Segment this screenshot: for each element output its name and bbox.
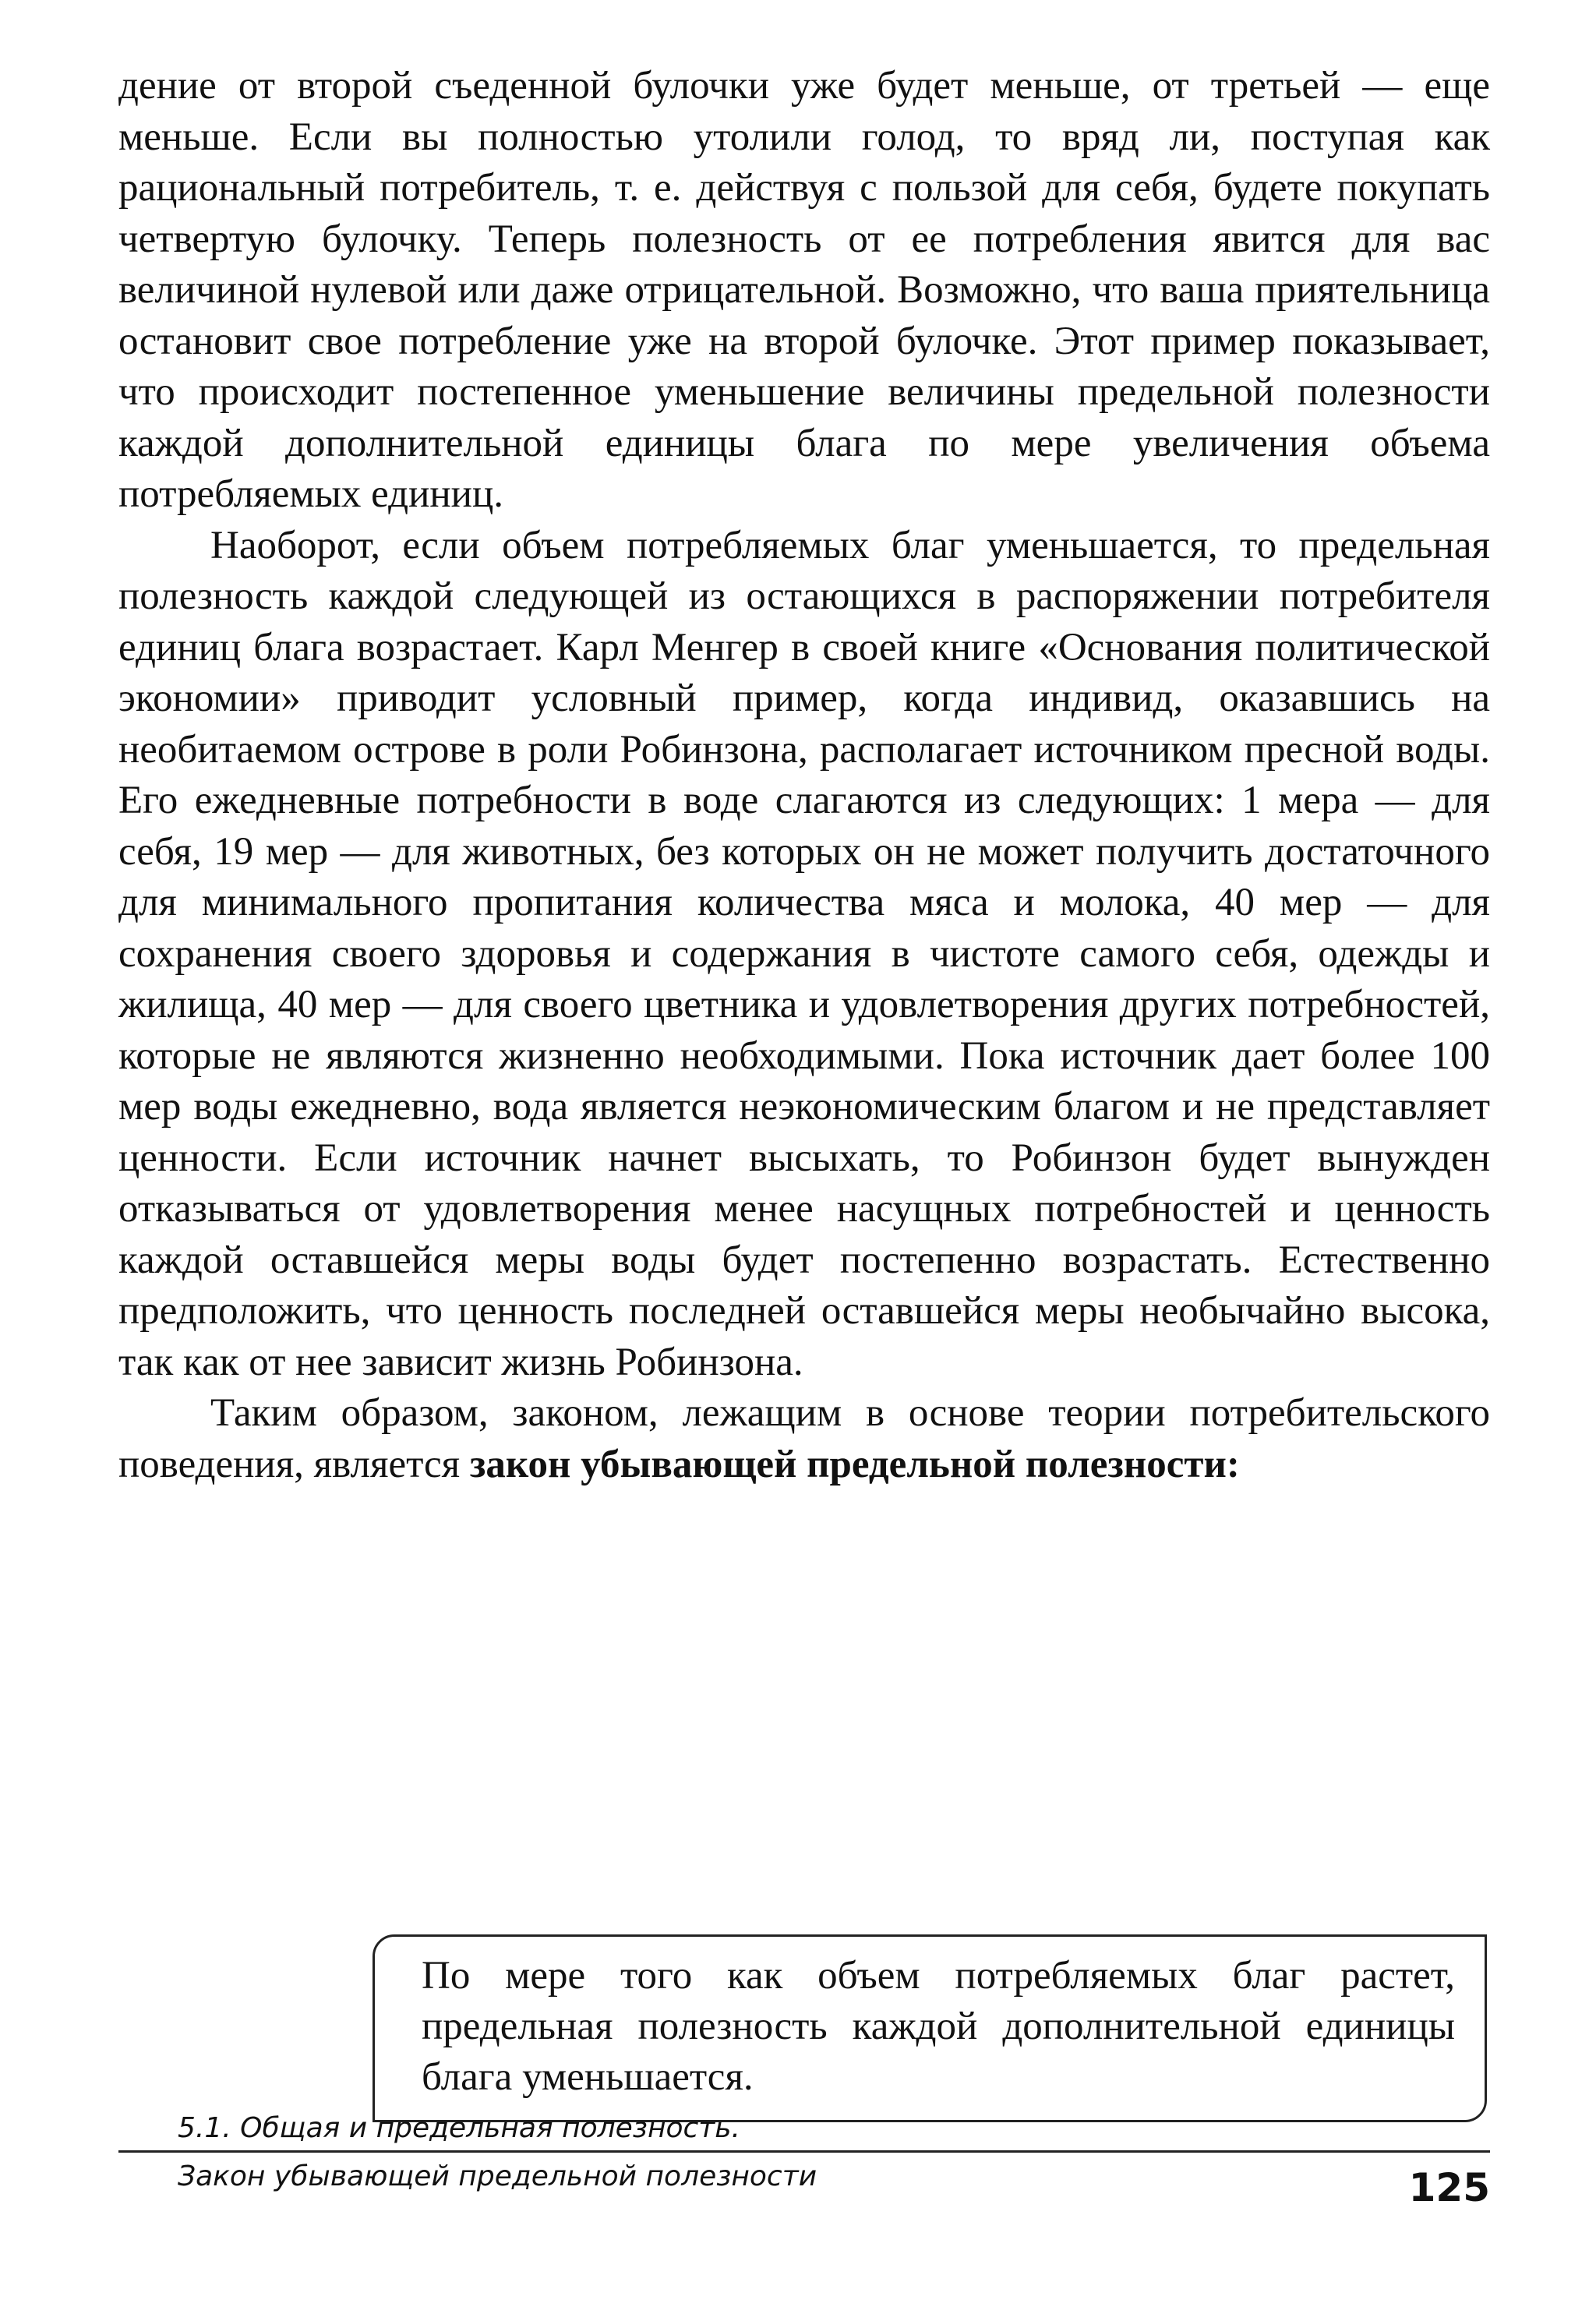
body-text — [118, 61, 1490, 1490]
paragraph-1: дение от второй съеденной булочки уже будет меньше, от третьей — еще меньше. Если вы полностью утолили голод, то вряд ли, поступая как рациональный потребитель, т. е. действуя с пользой для себя, будете покупать четвертую булочку. Теперь полезность от ее потребления явится для вас величиной нулевой или даже отрицательной. Возможно, что ваша приятельница остановит свое потребление уже на второй булочке. Этот пример показывает, что происходит постепенное уменьшение величины предельной полезности каждой дополнительной единицы блага по мере увеличения объема потребляемых единиц. — [118, 64, 1490, 516]
paragraph-3 — [118, 1388, 1490, 1490]
conclusion-lead: Таким образом, законом, лежащим в основе теории потребительского поведения, является — [118, 1391, 1490, 1486]
running-title-section: 5.1. Общая и предельная полезность. — [178, 2112, 740, 2144]
footer-divider — [118, 2150, 1490, 2153]
running-title-chapter: Закон убывающей предельной полезности — [178, 2160, 817, 2192]
law-definition-text: По мере того как объем потребляемых благ растет, предельная полезность каждой дополнительной единицы блага уменьшается. — [422, 1954, 1455, 2099]
law-name: закон убывающей предельной полезности: — [469, 1442, 1240, 1486]
paragraph-2: Наоборот, если объем потребляемых благ уменьшается, то предельная полезность каждой следующей из остающихся в распоряжении потребителя единиц блага возрастает. Карл Менгер в своей книге «Основания политической экономии» приводит условный пример, когда индивид, оказавшись на необитаемом острове в роли Робинзона, располагает источником пресной воды. Его ежедневные потребности в воде слагаются из следующих: 1 мера — для себя, 19 мер — для животных, без которых он не может получить достаточного для минимального пропитания количества мяса и молока, 40 мер — для сохранения своего здоровья и содержания в чистоте самого себя, одежды и жилища, 40 мер — для своего цветника и удовлетворения других потребностей, которые не являются жизненно необходимыми. Пока источник дает более 100 мер воды ежедневно, вода является неэкономическим благом и не представляет ценности. Если источник начнет высыхать, то Робинзон будет вынужден отказываться от удовлетворения менее насущных потребностей и ценность каждой оставшейся меры воды будет постепенно возрастать. Естественно предположить, что ценность последней оставшейся меры необычайно высока, так как от нее зависит жизнь Робинзона. — [118, 523, 1490, 1384]
law-definition-box — [373, 1934, 1487, 2122]
page-number: 125 — [1408, 2165, 1490, 2210]
